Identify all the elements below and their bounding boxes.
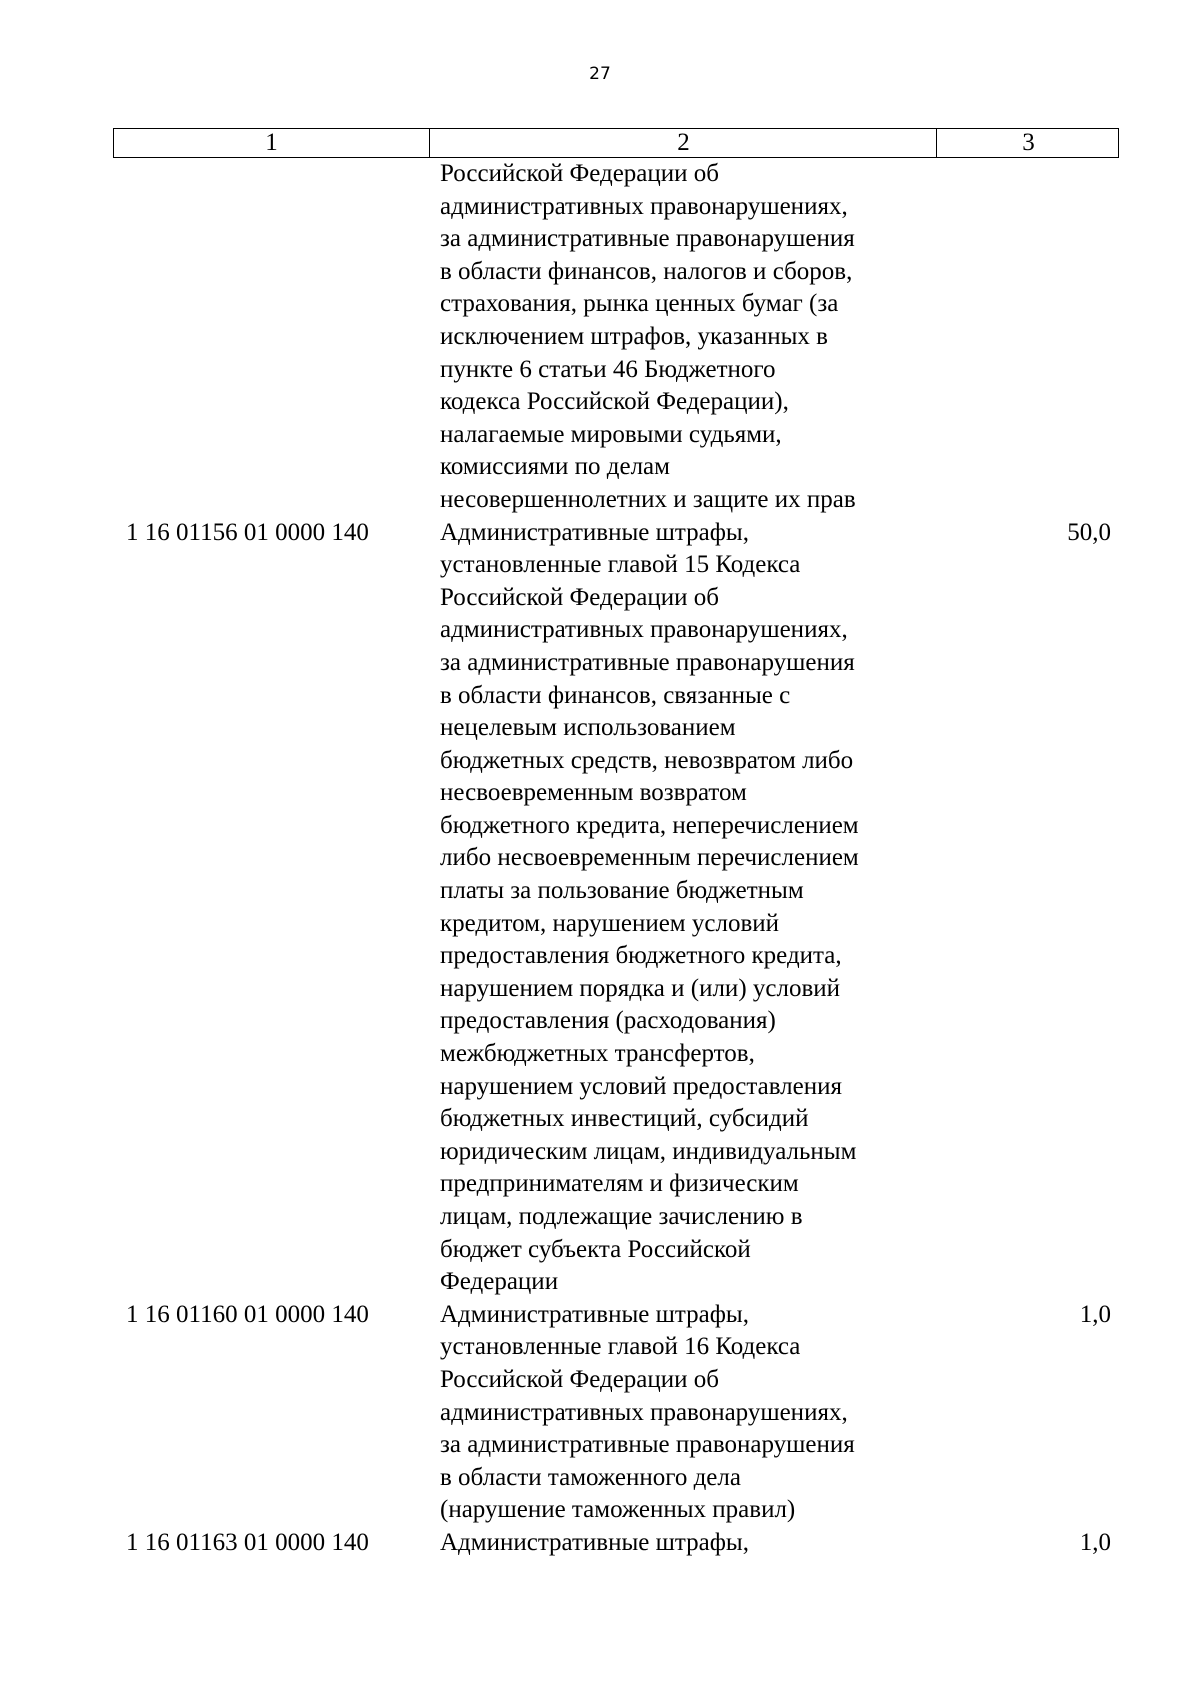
row-description: Административные штрафы,	[440, 1528, 749, 1556]
row-value: 1,0	[1079, 1528, 1111, 1556]
column-header-3: 3	[936, 129, 1120, 157]
row-description: Административные штрафы, установленные главой 16 Кодекса Российской Федерации об административных правонарушениях, за административные правонарушения в области таможенного дела (нарушение таможенных правил)	[440, 1300, 855, 1524]
row-code: 1 16 01160 01 0000 140	[126, 1300, 369, 1328]
table-row	[113, 517, 1119, 1299]
table-row	[113, 158, 1119, 517]
row-description: Административные штрафы, установленные главой 15 Кодекса Российской Федерации об административных правонарушениях, за административные правонарушения в области финансов, связанные с нецелевым использованием бюджетных средств, невозвратом либо несвоевременным возвратом бюджетного кредита, неперечислением либо несвоевременным перечислением платы за пользование бюджетным кредитом, нарушением условий предоставления бюджетного кредита, нарушением порядка и (или) условий предоставления (расходования) межбюджетных трансфертов, нарушением условий предоставления бюджетных инвестиций, субсидий юридическим лицам, индивидуальным предпринимателям и физическим лицам, подлежащие зачислению в бюджет субъекта Российской Федерации	[440, 518, 859, 1296]
column-header-2: 2	[429, 129, 937, 157]
row-code: 1 16 01156 01 0000 140	[126, 518, 369, 546]
table-row	[113, 1299, 1119, 1527]
column-header-1: 1	[265, 129, 278, 156]
row-description: Российской Федерации об административных правонарушениях, за административные правонарушения в области финансов, налогов и сборов, страхования, рынка ценных бумаг (за исключением штрафов, указанных в пункте 6 статьи 46 Бюджетного кодекса Российской Федерации), налагаемые мировыми судьями, комиссиями по делам несовершеннолетних и защите их прав	[440, 160, 856, 513]
table-header-row	[113, 128, 1119, 158]
row-value: 50,0	[1067, 518, 1111, 546]
row-code: 1 16 01163 01 0000 140	[126, 1528, 369, 1556]
table-row	[113, 1527, 1119, 1560]
table-body	[113, 158, 1119, 1560]
row-value: 1,0	[1079, 1300, 1111, 1328]
page-number: 27	[589, 64, 611, 84]
